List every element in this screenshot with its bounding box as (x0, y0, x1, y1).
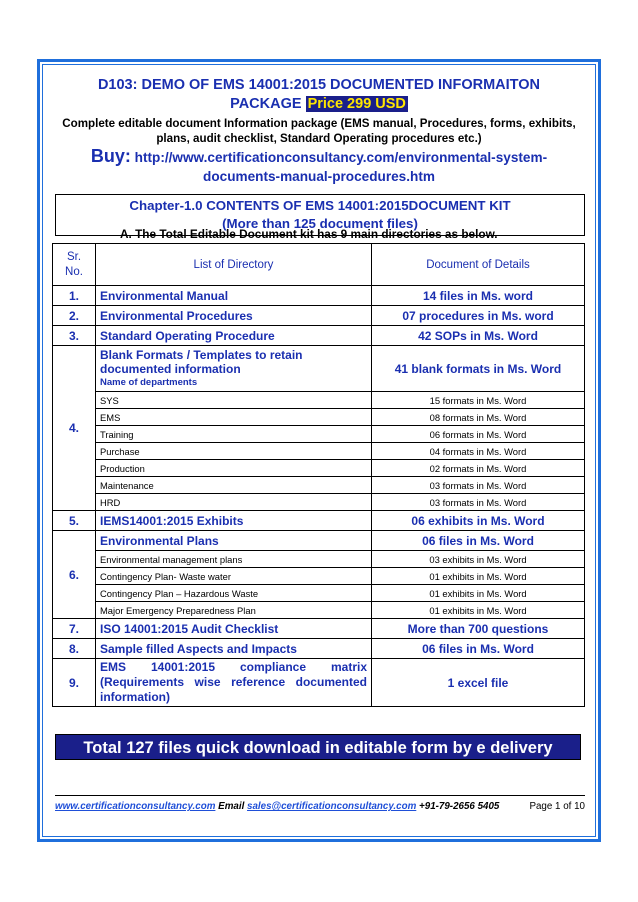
row-details: 14 files in Ms. word (372, 286, 585, 306)
table-subrow (53, 568, 585, 585)
subrow-details: 08 formats in Ms. Word (372, 409, 585, 426)
table-row (53, 326, 585, 346)
subtitle-line-2: plans, audit checklist, Standard Operating procedures etc.) (156, 131, 482, 145)
row-sr: 4. (53, 346, 96, 511)
title-package-word: PACKAGE (230, 96, 302, 112)
total-banner: Total 127 files quick download in editable form by e delivery (55, 734, 581, 760)
subrow-details: 01 exhibits in Ms. Word (372, 568, 585, 585)
subrow-list: Environmental management plans (96, 551, 372, 568)
chapter-line-1: Chapter-1.0 CONTENTS OF EMS 14001:2015DOCUMENT KIT (129, 198, 511, 213)
row-details: 1 excel file (372, 659, 585, 707)
table-subrow (53, 585, 585, 602)
row-list: Environmental Plans (96, 531, 372, 551)
subrow-list: Purchase (96, 443, 372, 460)
subtitle-line-1: Complete editable document Information package (EMS manual, Procedures, forms, exhibits, (62, 117, 576, 130)
row9-list-line-3: information) (100, 690, 170, 704)
table-row (53, 659, 585, 707)
row-list (96, 346, 372, 392)
row-list (96, 659, 372, 707)
row-details: 06 exhibits in Ms. Word (372, 511, 585, 531)
chapter-line-2: (More than 125 document files) (222, 216, 418, 231)
table-subrow (53, 409, 585, 426)
table-subrow (53, 494, 585, 511)
row-sr: 1. (53, 286, 96, 306)
subrow-details: 01 exhibits in Ms. Word (372, 602, 585, 619)
row-list: Environmental Manual (96, 286, 372, 306)
table-header-row (53, 244, 585, 286)
header-list-of-directory: List of Directory (96, 244, 372, 286)
buy-url-line-2[interactable]: documents-manual-procedures.htm (203, 169, 435, 184)
row-sr: 7. (53, 619, 96, 639)
buy-url-line-1[interactable]: http://www.certificationconsultancy.com/environmental-system- (134, 150, 548, 165)
table-subrow (53, 551, 585, 568)
row4-sublabel: Name of departments (100, 376, 198, 388)
buy-section (42, 147, 596, 186)
row-list: ISO 14001:2015 Audit Checklist (96, 619, 372, 639)
row-list: Environmental Procedures (96, 306, 372, 326)
row-details: 07 procedures in Ms. word (372, 306, 585, 326)
subrow-list: HRD (96, 494, 372, 511)
row-details: 06 files in Ms. Word (372, 531, 585, 551)
subrow-list: Maintenance (96, 477, 372, 494)
subrow-list: SYS (96, 392, 372, 409)
subrow-details: 03 formats in Ms. Word (372, 477, 585, 494)
subrow-details: 02 formats in Ms. Word (372, 460, 585, 477)
table-row (53, 286, 585, 306)
buy-label: Buy: (90, 146, 131, 166)
table-subrow (53, 602, 585, 619)
table-subrow (53, 460, 585, 477)
header-sr-no: Sr. No. (53, 244, 96, 286)
row-list: Standard Operating Procedure (96, 326, 372, 346)
subrow-list: EMS (96, 409, 372, 426)
table-row (53, 531, 585, 551)
table-subrow (53, 426, 585, 443)
row-list: IEMS14001:2015 Exhibits (96, 511, 372, 531)
table-subrow (53, 443, 585, 460)
row-sr: 8. (53, 639, 96, 659)
footer-phone: +91-79-2656 5405 (419, 801, 500, 812)
subrow-details: 06 formats in Ms. Word (372, 426, 585, 443)
table-subrow (53, 392, 585, 409)
page-number: Page 1 of 10 (529, 801, 585, 812)
page-footer (55, 801, 585, 812)
footer-divider (55, 795, 585, 796)
header-document-details: Document of Details (372, 244, 585, 286)
section-a-heading: A. The Total Editable Document kit has 9 main directories as below. (120, 227, 498, 241)
price-badge: Price 299 USD (307, 96, 406, 112)
subrow-list: Major Emergency Preparedness Plan (96, 602, 372, 619)
table-row (53, 511, 585, 531)
directory-table (52, 243, 585, 707)
title-line-2 (42, 95, 596, 114)
subrow-details: 03 exhibits in Ms. Word (372, 551, 585, 568)
document-subtitle (42, 117, 596, 146)
subrow-details: 03 formats in Ms. Word (372, 494, 585, 511)
row9-list-line-1: EMS 14001:2015 compliance matrix (100, 660, 367, 674)
title-line-1: D103: DEMO OF EMS 14001:2015 DOCUMENTED INFORMAITON (97, 77, 541, 93)
row-details: 41 blank formats in Ms. Word (372, 346, 585, 392)
table-subrow (53, 477, 585, 494)
row-details: 42 SOPs in Ms. Word (372, 326, 585, 346)
footer-email-label: Email (218, 801, 245, 812)
row-sr: 3. (53, 326, 96, 346)
subrow-list: Contingency Plan- Waste water (96, 568, 372, 585)
row-list: Sample filled Aspects and Impacts (96, 639, 372, 659)
document-title (42, 76, 596, 114)
table-row (53, 346, 585, 392)
subrow-list: Training (96, 426, 372, 443)
row-details: 06 files in Ms. Word (372, 639, 585, 659)
footer-email-link[interactable]: sales@certificationconsultancy.com (247, 801, 417, 812)
row-sr: 5. (53, 511, 96, 531)
subrow-details: 01 exhibits in Ms. Word (372, 585, 585, 602)
subrow-details: 15 formats in Ms. Word (372, 392, 585, 409)
subrow-list: Production (96, 460, 372, 477)
subrow-details: 04 formats in Ms. Word (372, 443, 585, 460)
row9-list-line-2: (Requirements wise reference documented (100, 675, 367, 689)
row-details: More than 700 questions (372, 619, 585, 639)
table-row (53, 639, 585, 659)
footer-website-link[interactable]: www.certificationconsultancy.com (55, 801, 216, 812)
subrow-list: Contingency Plan – Hazardous Waste (96, 585, 372, 602)
row4-list-text: Blank Formats / Templates to retain documented information (100, 347, 303, 376)
table-row (53, 619, 585, 639)
row-sr: 6. (53, 531, 96, 619)
row-sr: 2. (53, 306, 96, 326)
row-sr: 9. (53, 659, 96, 707)
table-row (53, 306, 585, 326)
